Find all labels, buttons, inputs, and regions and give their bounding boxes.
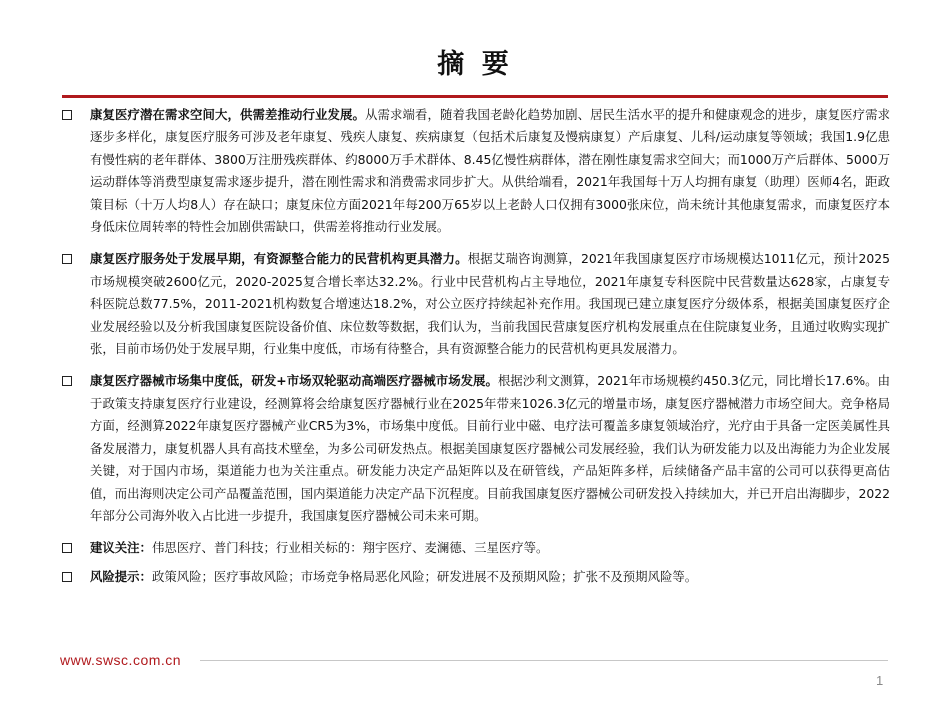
bullet-text: 从需求端看，随着我国老龄化趋势加剧、居民生活水平的提升和健康观念的进步，康复医疗需求逐步多样化，康复医疗服务可涉及老年康复、残疾人康复、疾病康复（包括术后康复及慢病康复）产后康复、儿科/运动康复等领域；我国1.9亿患有慢性病的老年群体、3800万注册残疾群体、约8000万手术群体、8.45亿慢性病群体，潜在刚性康复需求空间大；而1000万产后群体、5000万运动群体等消费型康复需求逐步提升，潜在刚性需求和消费需求同步扩大。从供给端看，2021年我国每十万人均拥有康复（助理）医师4名，距政策目标（十万人均8人）存在缺口；康复床位方面2021年每200万65岁以上老龄人口仅拥有3000张床位，尚未统计其他康复需求，而康复医疗本身低床位周转率的特性会加剧供需缺口，供需差将推动行业发展。 bbox=[90, 107, 891, 235]
bullet-text: 政策风险；医疗事故风险；市场竞争格局恶化风险；研发进展不及预期风险；扩张不及预期风险等。 bbox=[151, 568, 698, 584]
bullet-lead: 建议关注： bbox=[90, 540, 152, 556]
summary-bullet-devices bbox=[60, 370, 890, 527]
checkbox-square-icon bbox=[62, 572, 72, 582]
summary-bullet-demand bbox=[60, 104, 890, 238]
bullet-text: 根据艾瑞咨询测算，2021年我国康复医疗市场规模达1011亿元，预计2025市场规模突破2600亿元，2020-2025复合增长率达32.2%。行业中民营机构占主导地位，2021年康复专科医院中民营数量达628家，占康复专科医院总数77.5%，2011-2021机构数复合增速达18.2%，对公立医疗持续起补充作用。我国现已建立康复医疗分级体系，根据美国康复医疗企业发展经验以及分析我国康复医院设备价值、床位数等数据，我们认为，当前我国民营康复医疗机构发展重点在住院康复业务，且通过收购实现扩张，目前市场仍处于发展早期，行业集中度低，市场有待整合，具有资源整合能力的民营机构更具发展潜力。 bbox=[90, 251, 891, 357]
bullet-text: 根据沙利文测算，2021年市场规模约450.3亿元，同比增长17.6%。由于政策支持康复医疗行业建设，经测算将会给康复医疗器械行业在2025年带来1026.3亿元的增量市场，康复医疗器械潜力市场空间大。竞争格局方面，经测算2022年康复医疗器械产业CR5为3%，市场集中度低。目前行业中磁、电疗法可覆盖多康复领域治疗，光疗由于具备一定医美属性具备发展潜力，康复机器人具有高技术壁垒，为多公司研发热点。根据美国康复医疗器械公司发展经验，我们认为研发能力以及出海能力为企业发展关键，对于国内市场，渠道能力也为关注重点。研发能力决定产品矩阵以及在研管线，产品矩阵多样，后续储备产品丰富的公司可以获得更高估值，而出海则决定公司产品覆盖范围，国内渠道能力决定产品下沉程度。目前我国康复医疗器械公司研发投入持续加大，并已开启出海脚步，2022年部分公司海外收入占比进一步提升，我国康复医疗器械公司未来可期。 bbox=[90, 373, 890, 523]
page-number: 1 bbox=[876, 673, 884, 688]
summary-bullet-services bbox=[60, 248, 890, 360]
page-title: 摘 要 bbox=[437, 49, 513, 80]
footer-divider bbox=[200, 660, 888, 661]
summary-bullet-risks bbox=[60, 566, 890, 588]
checkbox-square-icon bbox=[62, 376, 72, 386]
title-divider bbox=[62, 95, 888, 98]
summary-list bbox=[60, 104, 890, 588]
summary-bullet-recommendation bbox=[60, 537, 890, 559]
checkbox-square-icon bbox=[62, 110, 72, 120]
bullet-lead: 康复医疗服务处于发展早期，有资源整合能力的民营机构更具潜力。 bbox=[90, 251, 468, 267]
checkbox-square-icon bbox=[62, 543, 72, 553]
bullet-lead: 康复医疗潜在需求空间大，供需差推动行业发展。 bbox=[90, 107, 366, 122]
footer-website-link[interactable]: www.swsc.com.cn bbox=[60, 652, 182, 668]
bullet-text: 伟思医疗、普门科技；行业相关标的：翔宇医疗、麦澜德、三星医疗等。 bbox=[151, 540, 549, 556]
bullet-lead: 风险提示： bbox=[90, 568, 152, 584]
bullet-lead: 康复医疗器械市场集中度低，研发+市场双轮驱动高端医疗器械市场发展。 bbox=[90, 373, 498, 389]
checkbox-square-icon bbox=[62, 254, 72, 264]
